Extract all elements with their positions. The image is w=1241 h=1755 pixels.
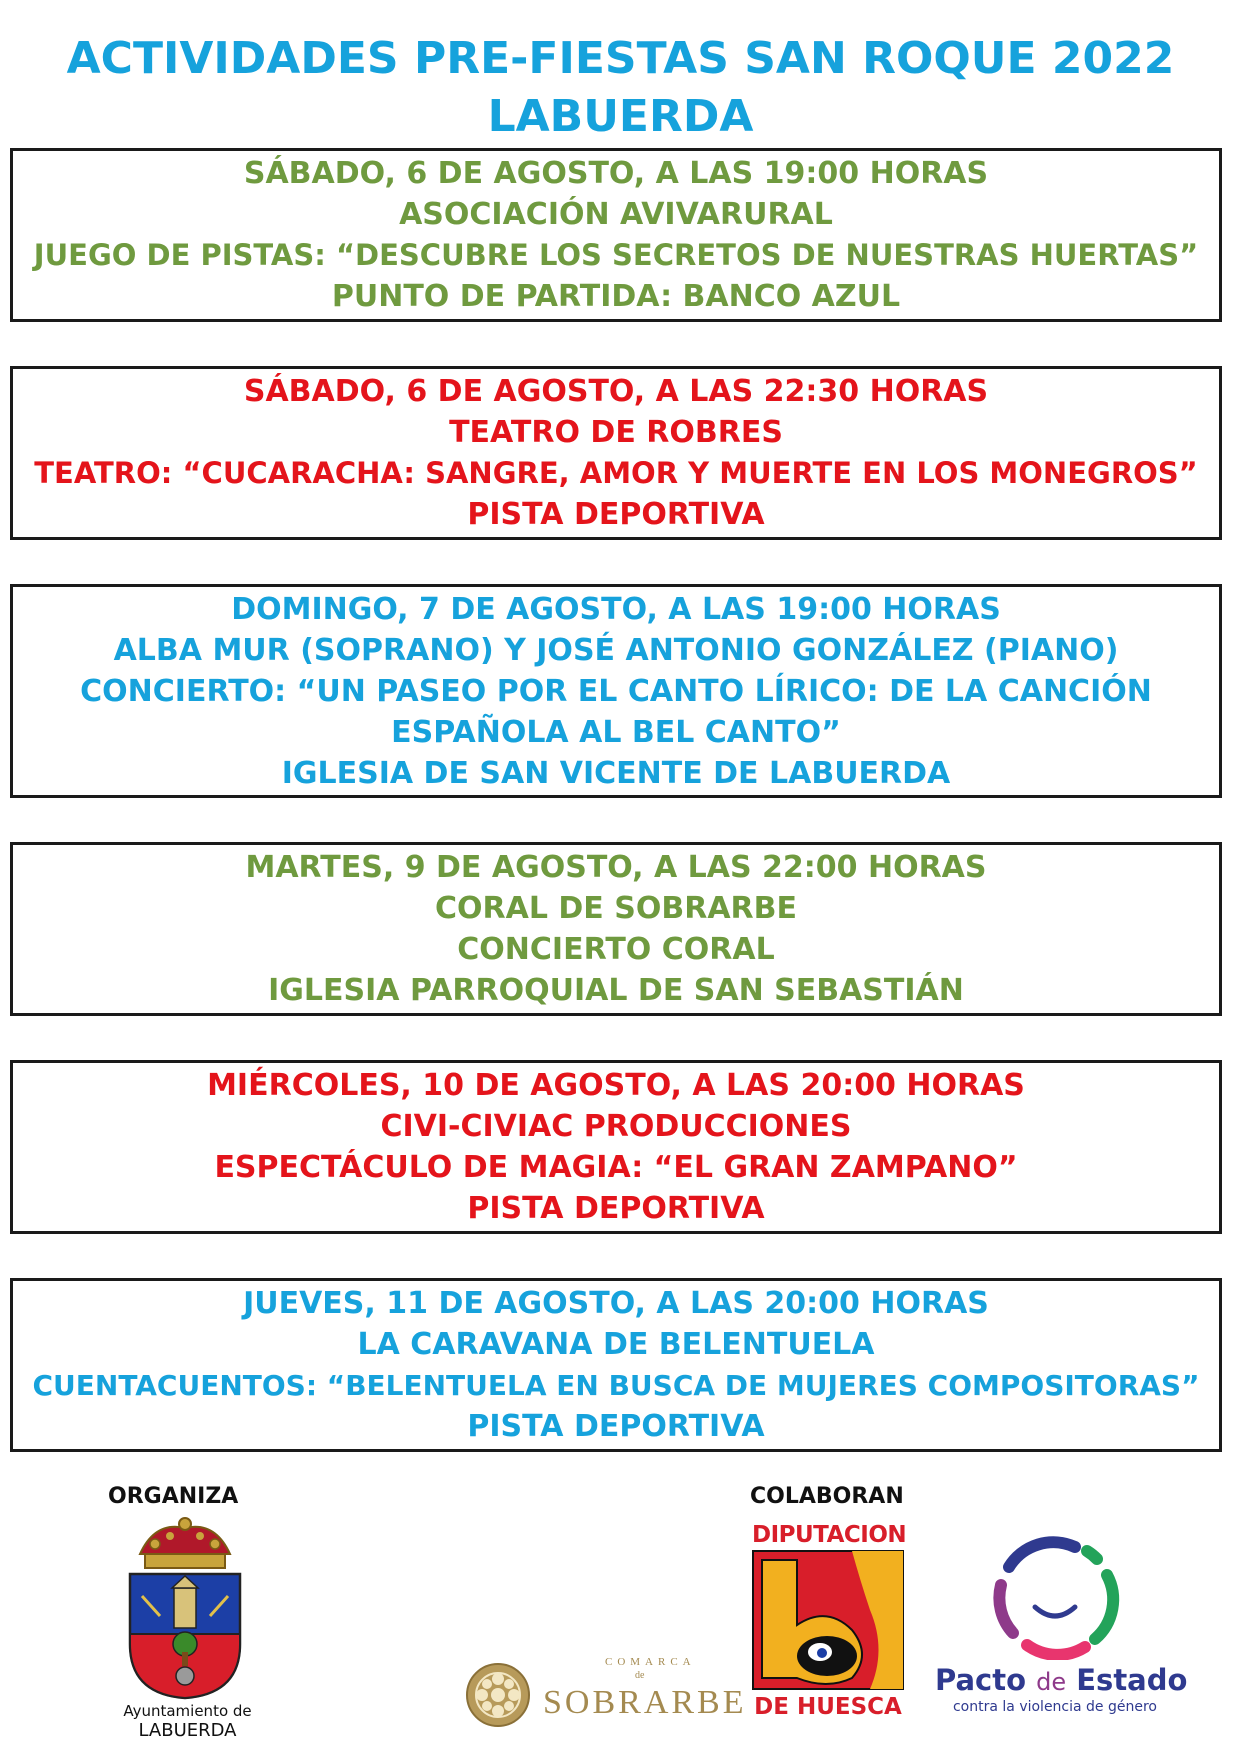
pacto-word-1: Pacto: [935, 1663, 1027, 1697]
diputacion-logo: [752, 1522, 907, 1720]
event-4-activity: CONCIERTO CORAL: [457, 932, 775, 967]
pacto-estado-subtitle: contra la violencia de género: [952, 1699, 1157, 1715]
colaboran-label: COLABORAN: [750, 1484, 904, 1509]
organiza-label: ORGANIZA: [108, 1484, 239, 1509]
event-5-location: PISTA DEPORTIVA: [467, 1191, 765, 1226]
page-subtitle: LABUERDA: [487, 91, 754, 142]
event-box-1: [10, 148, 1222, 322]
sobrarbe-logo: [465, 1654, 747, 1734]
event-box-5: [10, 1060, 1222, 1234]
pacto-word-2: de: [1036, 1668, 1067, 1696]
sobrarbe-emblem-icon: [465, 1662, 531, 1728]
ayuntamiento-text-line1: Ayuntamiento de: [123, 1702, 252, 1720]
diputacion-emblem-icon: [752, 1550, 904, 1690]
pacto-word-3: Estado: [1076, 1663, 1188, 1697]
event-3-location: IGLESIA DE SAN VICENTE DE LABUERDA: [281, 755, 951, 791]
page-title: ACTIVIDADES PRE-FIESTAS SAN ROQUE 2022: [66, 33, 1175, 84]
pacto-estado-logo: [935, 1535, 1188, 1720]
event-1-date: SÁBADO, 6 DE AGOSTO, A LAS 19:00 HORAS: [243, 156, 989, 191]
sobrarbe-name-text: SOBRARBE: [543, 1684, 747, 1721]
coat-of-arms-icon: [100, 1516, 260, 1701]
event-2-date: SÁBADO, 6 DE AGOSTO, A LAS 22:30 HORAS: [243, 374, 989, 409]
event-6-date: JUEVES, 11 DE AGOSTO, A LAS 20:00 HORAS: [243, 1286, 989, 1321]
event-2-activity: TEATRO: “CUCARACHA: SANGRE, AMOR Y MUERTE EN LOS MONEGROS”: [34, 456, 1198, 490]
event-4-date: MARTES, 9 DE AGOSTO, A LAS 22:00 HORAS: [245, 850, 987, 885]
event-1-organizer: ASOCIACIÓN AVIVARURAL: [399, 197, 833, 232]
diputacion-bottom-text: DE HUESCA: [754, 1694, 902, 1720]
event-5-organizer: CIVI-CIVIAC PRODUCCIONES: [380, 1109, 852, 1144]
event-2-location: PISTA DEPORTIVA: [467, 497, 765, 532]
event-1-location: PUNTO DE PARTIDA: BANCO AZUL: [331, 279, 901, 314]
event-2-organizer: TEATRO DE ROBRES: [449, 415, 783, 450]
event-box-2: [10, 366, 1222, 540]
diputacion-top-text: DIPUTACION: [752, 1522, 907, 1548]
event-6-location: PISTA DEPORTIVA: [467, 1409, 765, 1444]
event-3-performers: ALBA MUR (SOPRANO) Y JOSÉ ANTONIO GONZÁLEZ (PIANO): [113, 632, 1119, 668]
event-1-activity: JUEGO DE PISTAS: “DESCUBRE LOS SECRETOS DE NUESTRAS HUERTAS”: [33, 238, 1199, 272]
pacto-estado-emblem-icon: [935, 1535, 1175, 1660]
sobrarbe-comarca-text: COMARCA: [605, 1656, 696, 1668]
event-3-activity: CONCIERTO: “UN PASEO POR EL CANTO LÍRICO: DE LA CANCIÓN: [80, 673, 1152, 709]
event-box-6: [10, 1278, 1222, 1452]
event-5-activity: ESPECTÁCULO DE MAGIA: “EL GRAN ZAMPANO”: [214, 1150, 1018, 1185]
event-box-4: [10, 842, 1222, 1016]
event-3-activity-cont: ESPAÑOLA AL BEL CANTO”: [391, 714, 841, 750]
event-4-location: IGLESIA PARROQUIAL DE SAN SEBASTIÁN: [268, 973, 964, 1008]
event-box-3: [10, 584, 1222, 798]
event-6-organizer: LA CARAVANA DE BELENTUELA: [357, 1327, 875, 1362]
event-6-activity: CUENTACUENTOS: “BELENTUELA EN BUSCA DE MUJERES COMPOSITORAS”: [32, 1369, 1200, 1402]
event-3-date: DOMINGO, 7 DE AGOSTO, A LAS 19:00 HORAS: [231, 591, 1001, 627]
event-4-organizer: CORAL DE SOBRARBE: [435, 891, 797, 926]
event-5-date: MIÉRCOLES, 10 DE AGOSTO, A LAS 20:00 HORAS: [207, 1068, 1025, 1103]
ayuntamiento-text-line2: LABUERDA: [138, 1720, 237, 1741]
ayuntamiento-logo: [100, 1516, 260, 1741]
sobrarbe-de-text: de: [635, 1670, 645, 1681]
pacto-estado-title: [935, 1663, 1188, 1697]
